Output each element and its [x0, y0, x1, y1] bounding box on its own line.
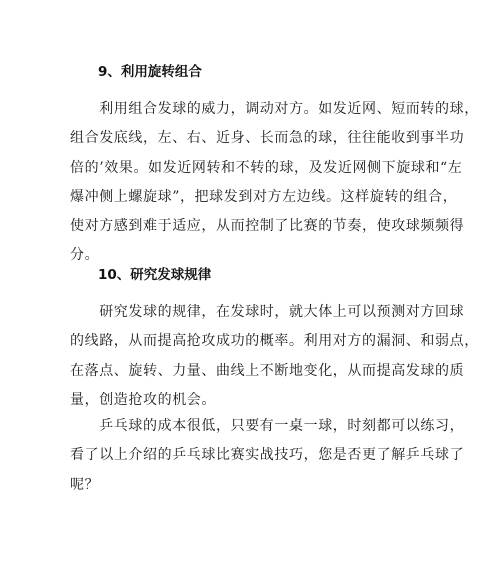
- paragraph-line: 研究发球的规律，在发球时，就大体上可以预测对方回球: [70, 304, 465, 320]
- paragraph-line: 倍的’效果。如发近网转和不转的球，及发近网侧下旋球和“左: [70, 159, 463, 176]
- paragraph-line: 乒乓球的成本很低，只要有一桌一球，时刻都可以练习，: [70, 418, 465, 434]
- paragraph-line: 利用组合发球的威力，调动对方。如发近网、短而转的球，: [70, 101, 479, 117]
- section-10-heading: 10、研究发球规律: [98, 267, 212, 283]
- section-9-paragraph: [70, 95, 479, 271]
- closing-paragraph: [70, 412, 465, 500]
- paragraph-line: 在落点、旋转、力量、曲线上不断地变化，从而提高发球的质: [70, 362, 465, 379]
- paragraph-line: 量，创造抢攻的机会。: [70, 391, 216, 408]
- paragraph-line: 爆冲侧上螺旋球”，把球发到对方左边线。这样旋转的组合，: [70, 188, 458, 205]
- paragraph-line: 的线路，从而提高抢攻成功的概率。利用对方的漏洞、和弱点，: [70, 333, 479, 350]
- paragraph-line: 使对方感到难于适应，从而控制了比赛的节奏，使攻球频频得: [70, 218, 465, 235]
- paragraph-line: 呢？: [70, 476, 100, 493]
- section-9-heading: 9、利用旋转组合: [98, 64, 202, 80]
- paragraph-line: 看了以上介绍的乒乓球比赛实战技巧，您是否更了解乒乓球了: [70, 447, 465, 464]
- paragraph-line: 分。: [70, 247, 100, 264]
- paragraph-line: 组合发底线，左、右、近身、长而急的球，往往能收到事半功: [70, 130, 465, 147]
- section-10-paragraph: [70, 298, 479, 415]
